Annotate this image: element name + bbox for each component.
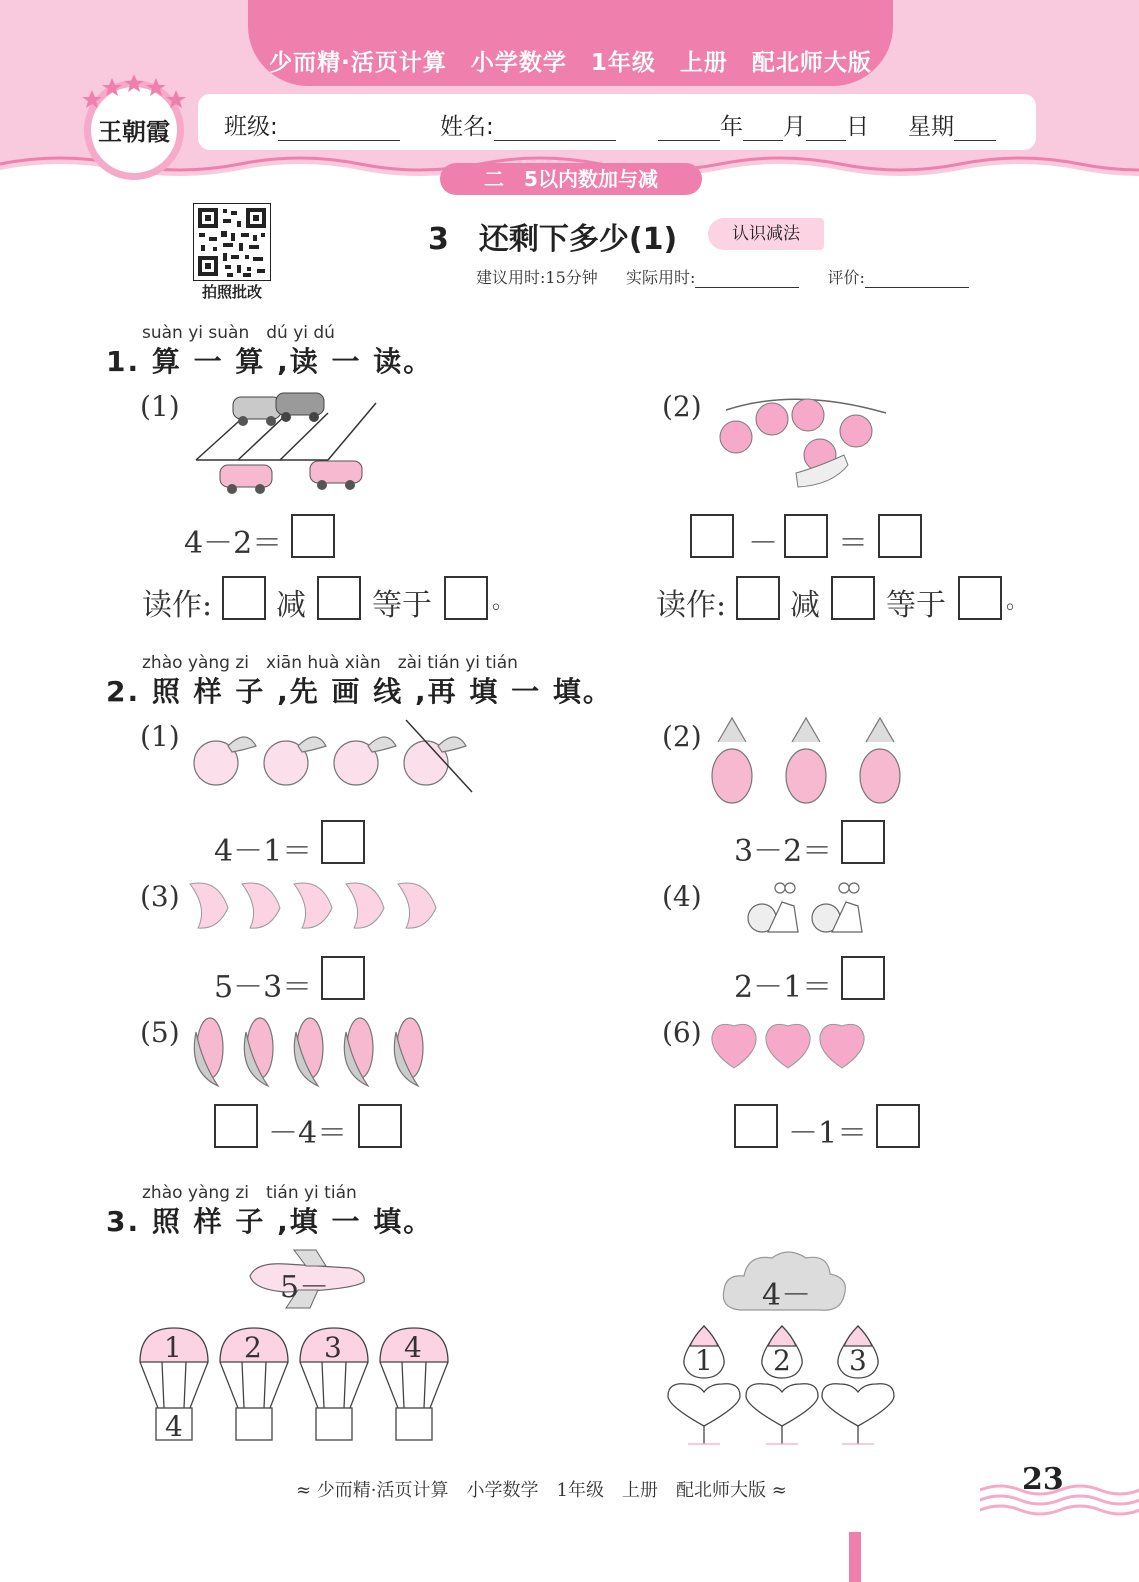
corn-icon bbox=[194, 1018, 223, 1086]
page-number: 23 bbox=[1022, 1462, 1064, 1497]
q1-p2-read-as: 读作: bbox=[656, 588, 727, 623]
butterfly-icon bbox=[398, 883, 436, 928]
q1-p1-read-box-2[interactable] bbox=[317, 576, 361, 620]
gray-car-icon bbox=[233, 397, 281, 426]
q1-p1-read-box-3[interactable] bbox=[444, 576, 488, 620]
q1-p2-minus: － bbox=[748, 526, 778, 561]
parachute-number-4: 4 bbox=[404, 1331, 422, 1364]
q2-item5-label: (5) bbox=[140, 1016, 180, 1049]
time-line bbox=[476, 265, 969, 288]
q2-item2-expression: 3－2＝ bbox=[734, 834, 833, 869]
q1-p1-read-as: 读作: bbox=[142, 588, 213, 623]
logo-text: 王朝霞 bbox=[98, 117, 170, 146]
q2-item2-answer-box[interactable] bbox=[841, 820, 885, 864]
q2-item1-label: (1) bbox=[140, 720, 180, 753]
q1-p1-answer-box[interactable] bbox=[291, 514, 335, 558]
drops-and-hearts-illustration bbox=[664, 1322, 904, 1448]
actual-time-label: 实际用时: bbox=[625, 268, 696, 287]
heart-answer-2[interactable] bbox=[762, 1386, 802, 1412]
q2-heading: 2. 照 样 子 ,先 画 线 ,再 填 一 填。 bbox=[106, 675, 613, 708]
q2-item3-label: (3) bbox=[140, 880, 180, 913]
peaches-illustration bbox=[708, 1012, 870, 1072]
parachute-number-3: 3 bbox=[324, 1331, 342, 1364]
pink-car-icon bbox=[220, 465, 272, 494]
pineapple-icon bbox=[712, 718, 752, 803]
q1-p1-expression: 4－2＝ bbox=[184, 526, 283, 561]
corn-icon bbox=[294, 1018, 323, 1086]
corn-icon bbox=[344, 1018, 373, 1086]
q3-heading: 3. 照 样 子 ,填 一 填。 bbox=[106, 1205, 434, 1238]
persimmon-icon bbox=[756, 403, 788, 435]
pineapple-icon bbox=[786, 718, 826, 803]
q1-p1-read-box-1[interactable] bbox=[222, 576, 266, 620]
q2-item4-expression: 2－1＝ bbox=[734, 970, 833, 1005]
radish-icon bbox=[404, 737, 466, 785]
corn-icon bbox=[244, 1018, 273, 1086]
unit-banner: 二 5以内数加与减 bbox=[440, 163, 702, 195]
gray-car-icon bbox=[276, 393, 324, 422]
radish-icon bbox=[194, 737, 256, 785]
q2-pinyin: zhào yàng zi xiān huà xiàn zài tián yi tián bbox=[142, 653, 518, 673]
date-field[interactable]: 年 月 日 bbox=[658, 108, 869, 141]
q1-p2-label: (2) bbox=[662, 390, 702, 423]
q1-heading: 1. 算 一 算 ,读 一 读。 bbox=[106, 345, 434, 378]
q2-item1-expression: 4－1＝ bbox=[214, 834, 313, 869]
q1-p2-read-box-2[interactable] bbox=[831, 576, 875, 620]
heart-answer-3[interactable] bbox=[838, 1386, 878, 1412]
actual-time-field[interactable] bbox=[695, 270, 799, 288]
qr-code-icon[interactable] bbox=[193, 203, 271, 281]
peach-icon bbox=[820, 1024, 864, 1068]
q2-item6-box-1[interactable] bbox=[734, 1104, 778, 1148]
q1-p1-minus-word: 减 bbox=[276, 588, 306, 623]
class-field[interactable]: 班级: bbox=[224, 108, 400, 141]
q1-p2-minus-word: 减 bbox=[790, 588, 820, 623]
drop-number-3: 3 bbox=[849, 1344, 867, 1377]
drop-number-1: 1 bbox=[695, 1344, 713, 1377]
q1-pinyin: suàn yi suàn dú yi dú bbox=[142, 323, 335, 343]
q1-p2-box-1[interactable] bbox=[690, 514, 734, 558]
persimmon-icon bbox=[792, 399, 824, 431]
peach-icon bbox=[766, 1024, 810, 1068]
qr-label: 拍照批改 bbox=[201, 283, 262, 301]
q1-p2-equals: ＝ bbox=[838, 526, 868, 561]
parachute-answer-box-4[interactable] bbox=[396, 1408, 432, 1440]
q2-item6-box-2[interactable] bbox=[876, 1104, 920, 1148]
footer-text: ≈ 少而精·活页计算 小学数学 1年级 上册 配北师大版 ≈ bbox=[296, 1480, 787, 1501]
q2-item4-answer-box[interactable] bbox=[841, 956, 885, 1000]
snail-icon bbox=[812, 883, 862, 932]
page-edge-tab bbox=[849, 1532, 861, 1582]
q1-p1-period: 。 bbox=[492, 589, 515, 614]
q2-item5-expression: －4＝ bbox=[268, 1116, 348, 1151]
butterfly-icon bbox=[294, 883, 332, 928]
heart-answer-1[interactable] bbox=[684, 1386, 724, 1412]
parachute-answer-box-2[interactable] bbox=[236, 1408, 272, 1440]
radish-icon bbox=[264, 737, 326, 785]
parking-cars-illustration bbox=[188, 385, 388, 500]
peach-icon bbox=[712, 1024, 756, 1068]
series-title: 少而精·活页计算 小学数学 1年级 上册 配北师大版 bbox=[269, 50, 872, 76]
q1-p2-read-box-1[interactable] bbox=[736, 576, 780, 620]
logo bbox=[78, 70, 190, 182]
persimmons-illustration bbox=[706, 385, 896, 495]
q1-p2-read-box-3[interactable] bbox=[958, 576, 1002, 620]
q2-item1-answer-box[interactable] bbox=[321, 820, 365, 864]
persimmon-icon bbox=[840, 415, 872, 447]
lesson-badge: 认识减法 bbox=[708, 218, 824, 250]
q1-p1-label: (1) bbox=[140, 390, 180, 423]
cloud-text: 4－ bbox=[762, 1278, 812, 1313]
butterfly-icon bbox=[242, 883, 280, 928]
weekday-field[interactable]: 星期 bbox=[908, 108, 996, 141]
q2-item6-label: (6) bbox=[662, 1016, 702, 1049]
snails-illustration bbox=[742, 876, 870, 940]
evaluation-label: 评价: bbox=[827, 268, 865, 287]
radish-icon bbox=[334, 737, 396, 785]
q1-p2-box-2[interactable] bbox=[784, 514, 828, 558]
lesson-title: 3 还剩下多少(1) bbox=[428, 222, 678, 257]
persimmon-icon bbox=[720, 421, 752, 453]
q2-item6-expression: －1＝ bbox=[788, 1116, 868, 1151]
corn-illustration bbox=[188, 1012, 436, 1090]
q1-p2-box-3[interactable] bbox=[878, 514, 922, 558]
parachute-answer-box-3[interactable] bbox=[316, 1408, 352, 1440]
q2-item3-expression: 5－3＝ bbox=[214, 970, 313, 1005]
parachute-number-2: 2 bbox=[244, 1331, 262, 1364]
butterfly-icon bbox=[190, 883, 228, 928]
evaluation-field[interactable] bbox=[865, 270, 969, 288]
corn-icon bbox=[394, 1018, 423, 1086]
pineapples-illustration bbox=[706, 716, 906, 806]
plane-text: 5－ bbox=[280, 1270, 330, 1305]
suggested-time: 建议用时:15分钟 bbox=[476, 268, 598, 287]
name-field[interactable]: 姓名: bbox=[440, 108, 616, 141]
q2-item5-box-2[interactable] bbox=[358, 1104, 402, 1148]
q2-item4-label: (4) bbox=[662, 880, 702, 913]
pink-car-icon bbox=[310, 461, 362, 490]
q2-item2-label: (2) bbox=[662, 720, 702, 753]
snail-icon bbox=[748, 883, 798, 932]
q2-item5-box-1[interactable] bbox=[214, 1104, 258, 1148]
parachute-number-1: 1 bbox=[164, 1331, 182, 1364]
q1-p1-equals-word: 等于 bbox=[372, 588, 432, 623]
q1-p2-period: 。 bbox=[1006, 589, 1029, 614]
q1-p2-equals-word: 等于 bbox=[886, 588, 946, 623]
pineapple-icon bbox=[860, 718, 900, 803]
q3-pinyin: zhào yàng zi tián yi tián bbox=[142, 1183, 357, 1203]
q2-item3-answer-box[interactable] bbox=[321, 956, 365, 1000]
butterfly-icon bbox=[346, 883, 384, 928]
radishes-illustration bbox=[188, 718, 478, 796]
butterflies-illustration bbox=[188, 878, 450, 934]
parachute-answer-1: 4 bbox=[165, 1410, 183, 1443]
drop-number-2: 2 bbox=[773, 1344, 791, 1377]
